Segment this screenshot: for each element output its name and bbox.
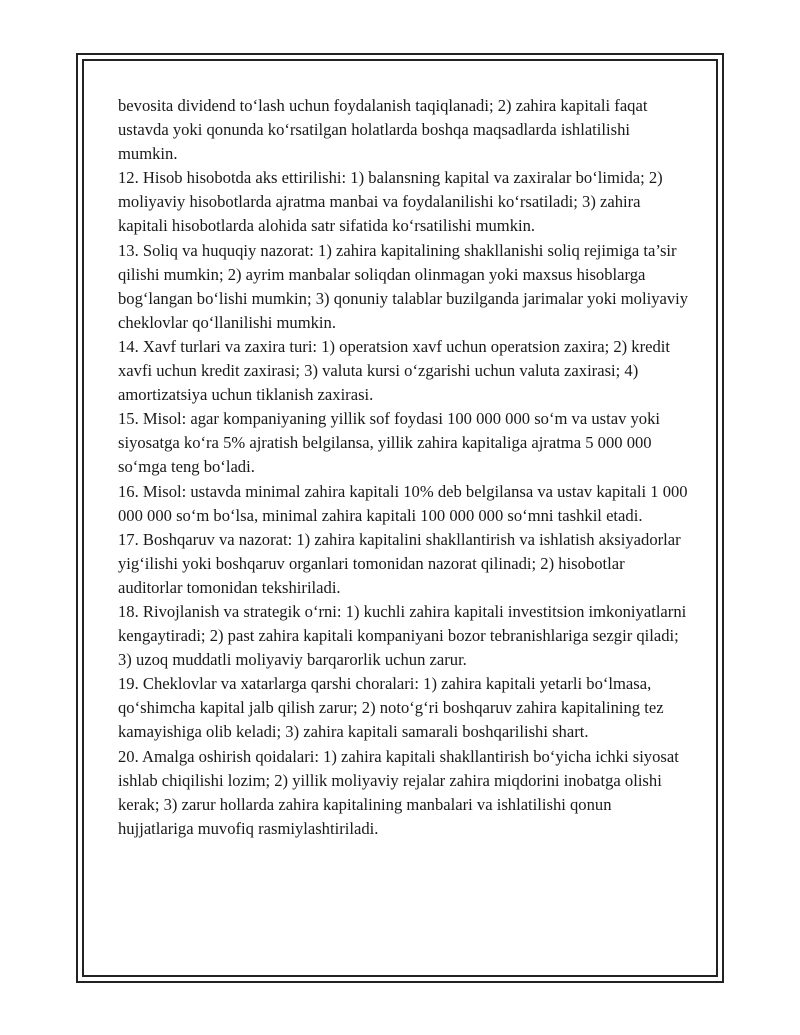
paragraph-13: 13. Soliq va huquqiy nazorat: 1) zahira kapitalining shakllanishi soliq rejimiga ta’sir qilishi mumkin; 2) ayrim manbalar soliqdan olinmagan yoki maxsus hisoblarga bog‘langan bo‘lishi mumkin; 3) qonuniy talablar buzilganda jarimalar yoki moliyaviy cheklovlar qo‘llanilishi mumkin. [118,240,689,332]
paragraph-15: 15. Misol: agar kompaniyaning yillik sof foydasi 100 000 000 so‘m va ustav yoki siyosatga ko‘ra 5% ajratish belgilansa, yillik zahira kapitaliga ajratma 5 000 000 so‘mga teng bo‘ladi. [118,409,661,477]
paragraph-12: 12. Hisob hisobotda aks ettirilishi: 1) balansning kapital va zaxiralar bo‘limida; 2) moliyaviy hisobotlarda ajratma manbai va foydalanilishi ko‘rsatiladi; 3) zahira kapitali hisobotlarda alohida satr sifatida ko‘rsatilishi mumkin. [118,168,663,236]
paragraph-18: 18. Rivojlanish va strategik o‘rni: 1) kuchli zahira kapitali investitsion imkoniyatlarni kengaytiradi; 2) past zahira kapitali kompaniyani bozor tebranishlariga sezgir qiladi; 3) uzoq muddatli moliyaviy barqarorlik uchun zarur. [118,601,687,670]
paragraph-continuation: bevosita dividend to‘lash uchun foydalanish taqiqlanadi; 2) zahira kapitali faqat ustavda yoki qonunda ko‘rsatilgan holatlarda boshqa maqsadlarda ishlatilishi mumkin. [118,96,648,164]
paragraph-19: 19. Cheklovlar va xatarlarga qarshi choralari: 1) zahira kapitali yetarli bo‘lmasa, qo‘shimcha kapital jalb qilish zarur; 2) noto‘g‘ri boshqaruv zahira kapitalining tez kamayishiga olib keladi; 3) zahira kapitali samarali boshqarilishi shart. [118,674,664,742]
paragraph-16: 16. Misol: ustavda minimal zahira kapitali 10% deb belgilansa va ustav kapitali 1 000 000 000 so‘m bo‘lsa, minimal zahira kapitali 100 000 000 so‘mni tashkil etadi. [118,481,688,525]
paragraph-20: 20. Amalga oshirish qoidalari: 1) zahira kapitali shakllantirish bo‘yicha ichki siyosat ishlab chiqilishi lozim; 2) yillik moliyaviy rejalar zahira miqdorini inobatga olishi kerak; 3) zarur hollarda zahira kapitalining manbalari va ishlatilishi qonun hujjatlariga muvofiq rasmiylashtiriladi. [118,746,679,838]
document-body [118,94,690,841]
paragraph-14: 14. Xavf turlari va zaxira turi: 1) operatsion xavf uchun operatsion zaxira; 2) kredit xavfi uchun kredit zaxirasi; 3) valuta kursi o‘zgarishi uchun valuta zaxirasi; 4) amortizatsiya uchun tiklanish zaxirasi. [118,336,671,405]
paragraph-17: 17. Boshqaruv va nazorat: 1) zahira kapitalini shakllantirish va ishlatish aksiyadorlar yig‘ilishi yoki boshqaruv organlari tomonidan nazorat qilinadi; 2) hisobotlar auditorlar tomonidan tekshiriladi. [118,529,681,597]
